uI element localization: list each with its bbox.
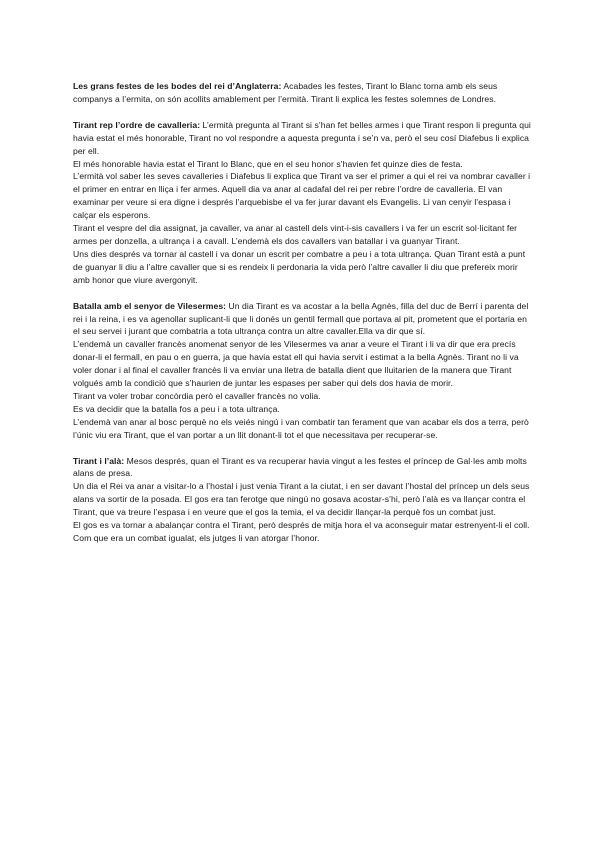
paragraph-text: Mesos després, quan el Tirant es va recuperar havia vingut a les festes el príncep de Gal·les amb molts alans de presa.: [73, 455, 527, 479]
section-heading: Les grans festes de les bodes del rei d’Anglaterra:: [73, 81, 282, 91]
section-vilesermes-battle: [73, 300, 531, 442]
paragraph: Es va decidir que la batalla fos a peu i a tota ultrança.: [73, 403, 280, 414]
paragraph: [73, 80, 531, 106]
section-tirant-and-the-hound: [73, 455, 531, 545]
section-heading: Batalla amb el senyor de Vilesermes:: [73, 300, 227, 311]
paragraph: [73, 119, 531, 158]
section-heading: Tirant rep l’ordre de cavalleria:: [73, 119, 201, 130]
paragraph: L’ermità vol saber les seves cavalleries i Diafebus li explica que Tirant va ser el primer a qui el rei va nombrar cavaller i el primer en entrar en lliça i fer armes. Aquell dia va anar al cadafal del rei per rebre l’ordre de cavalleria. El van examinar per veure si era digne i després l’arquebisbe el va fer jurar davant els Evangelis. Li van cenyir l’espasa i calçar els esperons.: [73, 171, 531, 221]
paragraph: Com que era un combat igualat, els jutges li van atorgar l’honor.: [73, 533, 320, 543]
section-order-of-chivalry: [73, 119, 531, 287]
document-page: [73, 80, 531, 558]
paragraph: L’endemà un cavaller francès anomenat senyor de les Vilesermes va anar a veure el Tirant i li va dir que era precís donar-li el fermall, en pau o en guerra, ja que havia estat ell qui havia servit i estimat a la bella Agnès. Tirant no li va voler donar i al final el cavaller francès li va enviar una lletra de batalla dient que lluitarien de la manera que Tirant volgués amb la condició que s’haurien de juntar les espases per saber qui dels dos havia de morir.: [73, 339, 519, 389]
paragraph: Un dia el Rei va anar a visitar-lo a l’hostal i just venia Tirant a la ciutat, i en ser davant l’hostal del príncep un dels seus alans va sortir de la posada. El gos era tan ferotge que ningú no gosava acostar-s’hi, però l’alà es va llançar contra el Tirant, que va treure l’espasa i en veure que el gos la temia, el va decidir llançar-la perquè fos un combat just.: [73, 481, 530, 518]
paragraph: Uns dies després va tornar al castell i va donar un escrit per combatre a peu i a tota ultrança. Quan Tirant està a punt de guanyar li diu a l’altre cavaller que si es rendeix li perdonaria la vida però l’altre cavaller li diu que prefereix morir amb honor que viure avergonyit.: [73, 248, 526, 285]
paragraph: Tirant el vespre del dia assignat, ja cavaller, va anar al castell dels vint-i-sis cavallers i va fer un escrit sol·licitant fer armes per donzella, a ultrança i a cavall. L’endemà els dos cavallers van batallar i va guanyar Tirant.: [73, 223, 518, 246]
paragraph-text: Acabades les festes, Tirant lo Blanc torna amb els seus companys a l’ermita, on són acollits amablement per l’ermità. Tirant li explica les festes solemnes de Londres.: [73, 81, 498, 104]
paragraph: Tirant va voler trobar concòrdia però el cavaller francès no volia.: [73, 390, 321, 401]
paragraph: [73, 300, 531, 339]
paragraph-text: L’ermità pregunta al Tirant si s’han fet belles armes i que Tirant respon li pregunta qui havia estat el més honorable, Tirant no vol respondre a aquesta pregunta i se’n va, però el seu cosí Diafebus li explica per ell.: [73, 119, 531, 156]
paragraph: L’endemà van anar al bosc perquè no els veiés ningú i van combatir tan ferament que van acabar els dos a terra, però l’únic viu era Tirant, que el van portar a un llit donant-li tot el que necessitava per recuperar-se.: [73, 416, 529, 440]
paragraph: El més honorable havia estat el Tirant lo Blanc, que en el seu honor s’havien fet quinze dies de festa.: [73, 158, 463, 169]
paragraph-text: Un dia Tirant es va acostar a la bella Agnès, filla del duc de Berrí i parenta del rei i la reina, i es va agenollar suplicant-li que li donés un gentil fermall que portava al pit, prometent que el portaria en el seu servei i jurant que combatria a tota ultrança contra un altre cavaller.Ella va dir que sí.: [73, 300, 529, 337]
paragraph: [73, 455, 531, 481]
section-royal-wedding-feasts: [73, 80, 531, 106]
section-heading: Tirant i l’alà:: [73, 455, 125, 466]
paragraph: El gos es va tornar a abalançar contra el Tirant, però després de mitja hora el va aconseguir matar estrenyent-li el coll.: [73, 520, 530, 531]
